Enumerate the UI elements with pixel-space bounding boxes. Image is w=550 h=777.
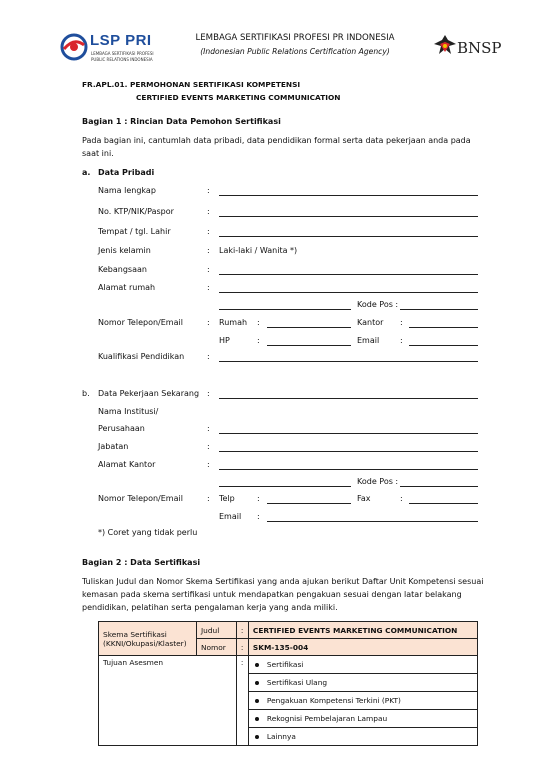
institusi-input-line[interactable] (219, 433, 478, 434)
skema-label-cell (99, 622, 197, 656)
bnsp-logo-text: BNSP (457, 39, 502, 57)
institusi-label-2: Perusahaan (98, 424, 145, 433)
form-scheme-title: CERTIFIED EVENTS MARKETING COMMUNICATION (136, 93, 341, 102)
skema-label-2: (KKNI/Okupasi/Klaster) (103, 638, 187, 648)
bullet-icon (255, 681, 259, 685)
tujuan-option[interactable] (248, 728, 477, 746)
form-code: FR.APL.01. PERMOHONAN SERTIFIKASI KOMPETENSI (82, 80, 301, 89)
kualifikasi-input-line[interactable] (219, 361, 478, 362)
lsp-swirl-icon (60, 33, 88, 61)
jk-label: Jenis kelamin (98, 246, 151, 255)
nama-input-line[interactable] (219, 195, 478, 196)
tujuan-option[interactable] (248, 674, 477, 692)
judul-value: CERTIFIED EVENTS MARKETING COMMUNICATION (248, 622, 477, 639)
kebangsaan-label: Kebangsaan (98, 265, 147, 274)
tujuan-option[interactable] (248, 656, 477, 674)
email-b-colon: : (257, 512, 260, 521)
lsp-logo-sub2: PUBLIC RELATIONS INDONESIA (91, 57, 153, 62)
nomor-value: SKM-135-004 (248, 639, 477, 656)
lsp-pri-logo (60, 30, 180, 70)
telp-colon: : (257, 494, 260, 503)
ttl-input-line[interactable] (219, 236, 478, 237)
ktp-input-line[interactable] (219, 216, 478, 217)
alamat-kantor-label: Alamat Kantor (98, 460, 156, 469)
section-a-title: Data Pribadi (98, 168, 155, 177)
hp-input-line[interactable] (267, 345, 351, 346)
kantor-label: Kantor (357, 318, 384, 327)
kebangsaan-input-line[interactable] (219, 274, 478, 275)
jabatan-colon: : (207, 442, 210, 451)
header-subtitle: (Indonesian Public Relations Certification Agency) (200, 47, 390, 56)
ttl-colon: : (207, 227, 210, 236)
kantor-input-line[interactable] (409, 327, 478, 328)
alamat-input-line-2[interactable] (219, 309, 351, 310)
email-b-label: Email (219, 512, 242, 521)
bnsp-logo (432, 34, 507, 64)
tujuan-option-label: Sertifikasi Ulang (266, 678, 328, 687)
part2-heading: Bagian 2 : Data Sertifikasi (82, 558, 201, 567)
tujuan-option-label: Rekognisi Pembelajaran Lampau (266, 714, 388, 723)
alamat-kantor-input-line-2[interactable] (219, 486, 351, 487)
section-a-letter: a. (82, 168, 91, 177)
section-b-letter: b. (82, 389, 90, 398)
email-b-input-line[interactable] (267, 521, 478, 522)
part2-intro-line3: pendidikan, pelatihan serta pengalaman kerja yang anda miliki. (82, 603, 338, 612)
nomor-colon: : (236, 639, 248, 656)
part2-intro-line2: kemasan pada skema sertifikasi untuk mendapatkan pengakuan sesuai dengan latar belakang (82, 590, 462, 599)
nama-colon: : (207, 186, 210, 195)
tujuan-colon: : (236, 656, 248, 746)
rumah-colon: : (257, 318, 260, 327)
kode-pos-b-input-line[interactable] (400, 486, 478, 487)
fax-label: Fax (357, 494, 371, 503)
ktp-label: No. KTP/NIK/Paspor (98, 207, 174, 216)
judul-colon: : (236, 622, 248, 639)
jk-colon: : (207, 246, 210, 255)
telp-input-line[interactable] (267, 503, 351, 504)
part1-intro-line2: saat ini. (82, 149, 114, 158)
section-b-colon: : (207, 389, 210, 398)
telepon-b-colon: : (207, 494, 210, 503)
tujuan-label: Tujuan Asesmen (99, 656, 237, 746)
hp-colon: : (257, 336, 260, 345)
alamat-colon: : (207, 283, 210, 292)
header-title: LEMBAGA SERTIFIKASI PROFESI PR INDONESIA (195, 33, 395, 43)
section-b-title: Data Pekerjaan Sekarang (98, 389, 200, 398)
bullet-icon (255, 663, 259, 667)
telepon-colon: : (207, 318, 210, 327)
kualifikasi-label: Kualifikasi Pendidikan (98, 352, 185, 361)
email-input-line[interactable] (409, 345, 478, 346)
fax-input-line[interactable] (409, 503, 478, 504)
kualifikasi-colon: : (207, 352, 210, 361)
jabatan-input-line[interactable] (219, 451, 478, 452)
alamat-label: Alamat rumah (98, 283, 156, 292)
kebangsaan-colon: : (207, 265, 210, 274)
email-label: Email (357, 336, 380, 345)
alamat-kantor-colon: : (207, 460, 210, 469)
tujuan-option-label: Lainnya (266, 732, 296, 741)
kode-pos-label: Kode Pos : (357, 300, 399, 309)
nama-label: Nama lengkap (98, 186, 156, 195)
part2-intro-line1: Tuliskan Judul dan Nomor Skema Sertifikasi yang anda ajukan berikut Daftar Unit Kompetensi sesuai (82, 577, 484, 586)
hp-label: HP (219, 336, 230, 345)
bullet-icon (255, 735, 259, 739)
telp-label: Telp (219, 494, 235, 503)
institusi-label-1: Nama Institusi/ (98, 407, 159, 416)
jk-value[interactable]: Laki-laki / Wanita *) (219, 246, 298, 255)
kode-pos-b-label: Kode Pos : (357, 477, 399, 486)
fax-colon: : (400, 494, 403, 503)
part1-intro-line1: Pada bagian ini, cantumlah data pribadi, data pendidikan formal serta data pekerjaan anda pada (82, 136, 471, 145)
alamat-input-line[interactable] (219, 292, 478, 293)
jabatan-label: Jabatan (98, 442, 129, 451)
garuda-icon (432, 34, 458, 60)
email-colon: : (400, 336, 403, 345)
telepon-b-label: Nomor Telepon/Email (98, 494, 183, 503)
skema-label-1: Skema Sertifikasi (103, 629, 167, 639)
tujuan-option[interactable] (248, 692, 477, 710)
bullet-icon (255, 717, 259, 721)
ttl-label: Tempat / tgl. Lahir (98, 227, 171, 236)
part1-heading: Bagian 1 : Rincian Data Pemohon Sertifikasi (82, 117, 281, 126)
lsp-logo-text: LSP PRI (90, 32, 152, 49)
bullet-icon (255, 699, 259, 703)
telepon-label: Nomor Telepon/Email (98, 318, 183, 327)
note-text: *) Coret yang tidak perlu (98, 528, 198, 537)
judul-label: Judul (196, 622, 236, 639)
lsp-logo-sub1: LEMBAGA SERTIFIKASI PROFESI (91, 51, 154, 56)
rumah-label: Rumah (219, 318, 248, 327)
alamat-kantor-input-line[interactable] (219, 469, 478, 470)
tujuan-option-label: Pengakuan Kompetensi Terkini (PKT) (266, 696, 401, 705)
nomor-label: Nomor (196, 639, 236, 656)
institusi-colon: : (207, 424, 210, 433)
tujuan-option-label: Sertifikasi (266, 660, 304, 669)
ktp-colon: : (207, 207, 210, 216)
skema-table (98, 621, 478, 746)
section-b-input-line[interactable] (219, 398, 478, 399)
rumah-input-line[interactable] (267, 327, 351, 328)
kode-pos-input-line[interactable] (400, 309, 478, 310)
kantor-colon: : (400, 318, 403, 327)
tujuan-option[interactable] (248, 710, 477, 728)
